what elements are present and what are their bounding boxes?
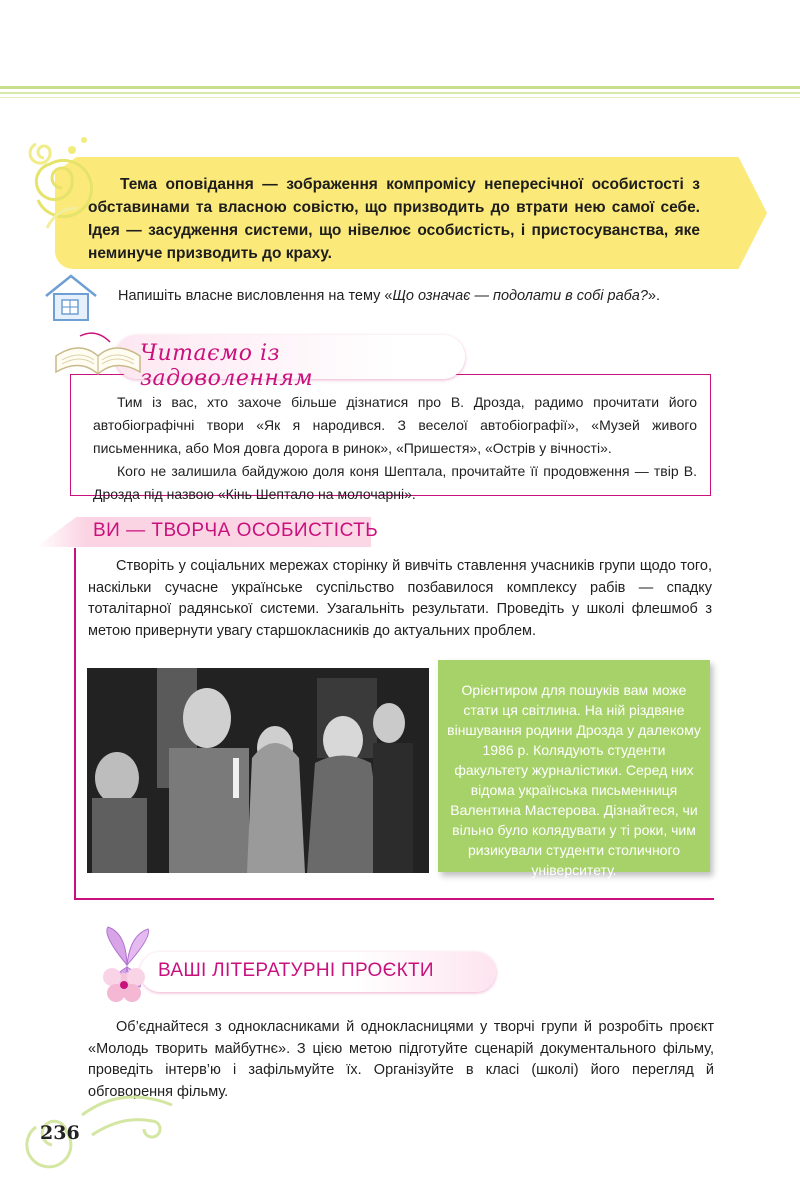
projects-title: ВАШІ ЛІТЕРАТУРНІ ПРОЄКТИ: [158, 960, 434, 981]
flower-icon: [94, 955, 154, 1010]
task-suffix: ».: [647, 288, 661, 304]
projects-body: Об’єднайтеся з однокласниками й однокласницями у творчі групи й розробіть проєкт «Молодь творить майбутнє». З цією метою підготуйте сценарій документального фільму, проведіть інтерв’ю і зафільмуйте їх. Організуйте в класі (школі) його перегляд й обговорення фільму.: [88, 1019, 714, 1100]
top-rule: [0, 92, 800, 94]
page-number: 236: [40, 1122, 80, 1144]
top-rule: [0, 86, 800, 89]
creative-bottom-line: [74, 898, 714, 900]
carolers-photo: [87, 668, 429, 873]
creative-vertical-line: [74, 548, 76, 900]
house-icon: [40, 272, 102, 324]
top-rule: [0, 97, 800, 98]
reading-title: Читаємо із задоволенням: [140, 341, 314, 391]
note-text: Орієнтиром для пошуків вам може стати ця світлина. На ній різдвяне віншування родини Дрозда у далекому 1986 р. Колядують студенти факультету журналістики. Серед них відома українська письменниця Валентина Мастерова. Дізнайтеся, чи вільно було колядувати у ті роки, чим ризикували студенти столичного університету.: [447, 682, 701, 878]
creative-title: ВИ — ТВОРЧА ОСОБИСТІСТЬ: [93, 520, 379, 541]
creative-text: [88, 556, 712, 642]
photo-illustration: [87, 668, 429, 873]
theme-body: Тема оповідання — зображення компромісу непересічної особистості з обставинами та власною совістю, що призводить до втрати нею самої себе. Ідея — засудження системи, що нівелює особистість, і пристосуванства, яке неминуче призводить до краху.: [88, 176, 700, 262]
task-topic: Що означає — подолати в собі раба?: [392, 288, 648, 304]
theme-text: [88, 173, 700, 265]
reading-text: [93, 391, 697, 506]
creative-body: Створіть у соціальних мережах сторінку й вивчіть ставлення учасників групи щодо того, наскільки сучасне українське суспільство позбавилося комплексу рабів — спадку тоталітарної радянської системи. Узагальніть результати. Проведіть у школі флешмоб з метою привернути увагу старшокласників до актуальних проблем.: [88, 558, 712, 639]
reading-paragraph: Тим із вас, хто захоче більше дізнатися про В. Дрозда, радимо прочитати його автобіографічні твори «Як я народився. З веселої автобіографії», «Музей живого письменника, або Моя довга дорога в ринок», «Пришестя», «Острів у вічності».: [93, 394, 697, 456]
reading-paragraph: Кого не залишила байдужою доля коня Шептала, прочитайте її продовження — твір В. Дрозда під назвою «Кінь Шептало на молочарні».: [93, 463, 697, 502]
open-book-icon: [50, 326, 146, 388]
task-prefix: Напишіть власне висловлення на тему «: [118, 288, 393, 304]
task-text: [118, 286, 758, 306]
